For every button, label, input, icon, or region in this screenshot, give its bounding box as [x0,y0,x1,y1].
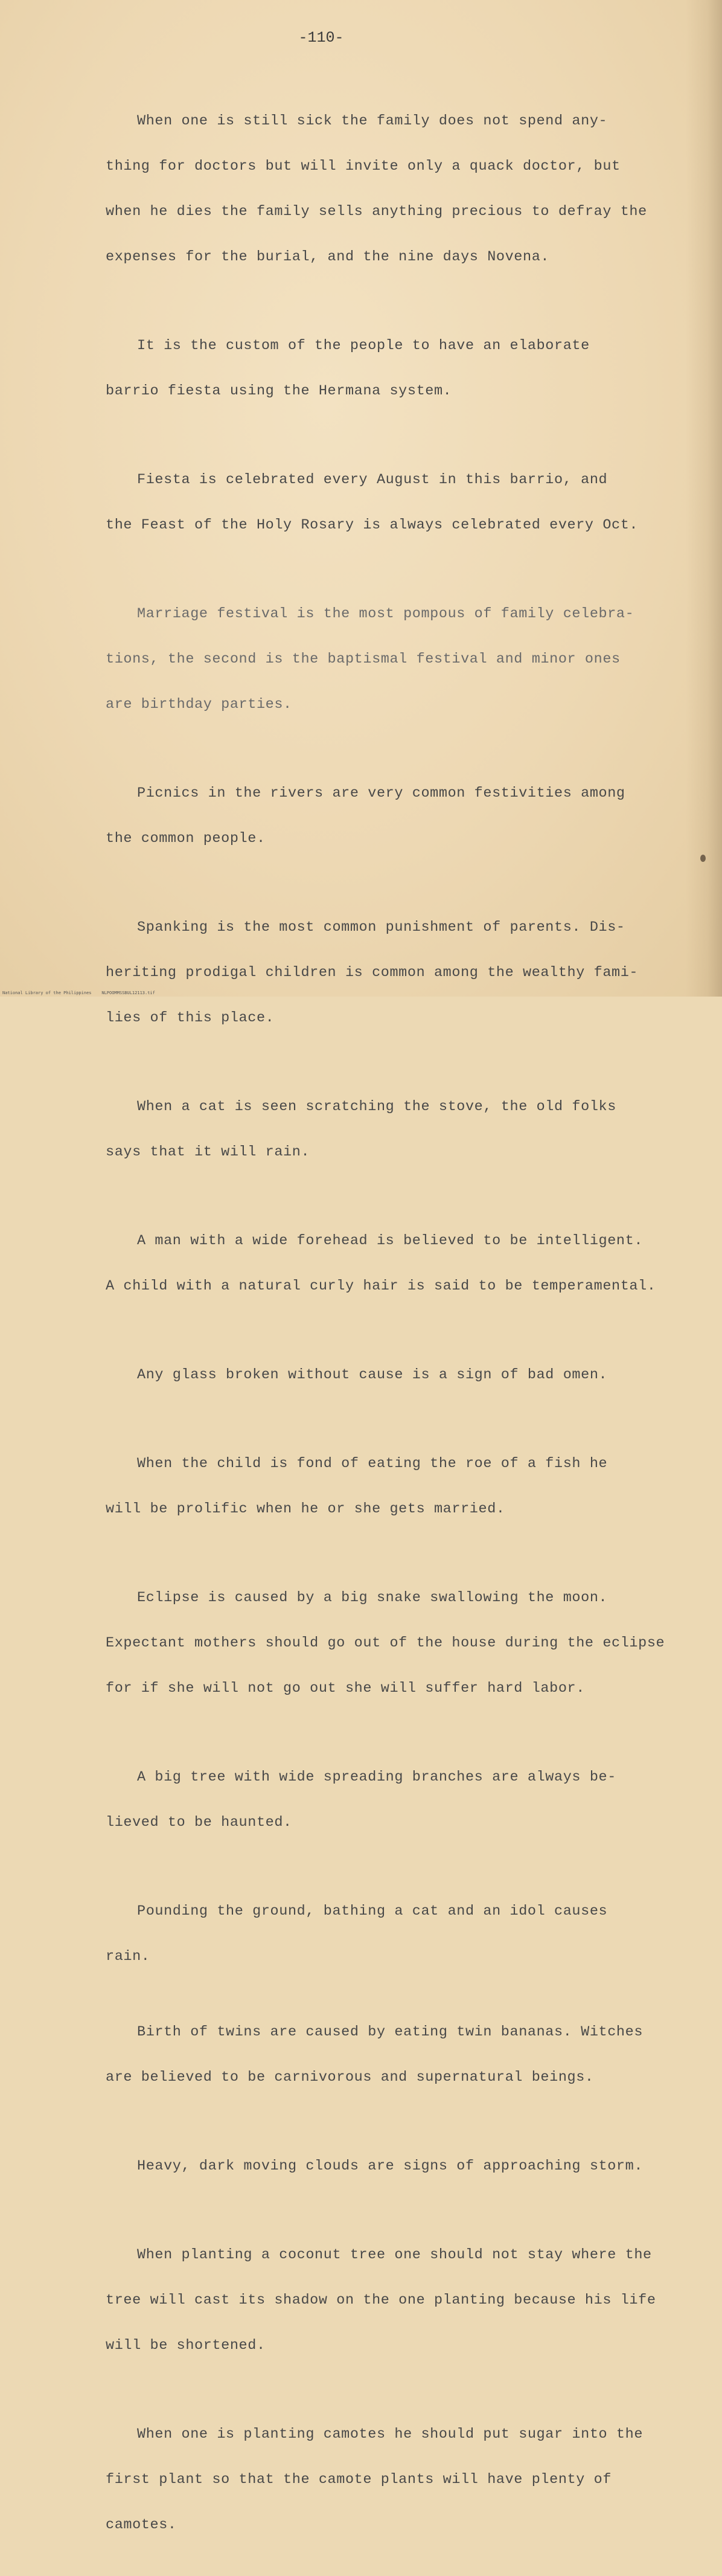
text-line: A man with a wide forehead is believed to be intelligent. [137,1233,644,1249]
paragraph [106,756,685,876]
paragraph [106,1337,685,1413]
text-line: Expectant mothers should go out of the house during the eclipse [106,1635,665,1651]
text-line: the common people. [106,830,266,847]
text-line: When one is planting camotes he should put sugar into the [137,2426,644,2443]
paragraph [106,308,685,429]
text-line: thing for doctors but will invite only a quack doctor, but [106,158,621,175]
paragraph [106,1069,685,1190]
text-line: heriting prodigal children is common among the wealthy fami- [106,965,639,981]
text-line: Pounding the ground, bathing a cat and an idol causes [137,1903,608,1919]
text-line: will be prolific when he or she gets married. [106,1501,505,1517]
paragraph [106,890,685,1056]
paragraph [106,2397,685,2563]
text-line: When planting a coconut tree one should not stay where the [137,2247,652,2263]
text-line: Spanking is the most common punishment of parents. Dis- [137,919,625,936]
paragraph [106,2128,685,2204]
paragraph [106,1874,685,1994]
text-line: are believed to be carnivorous and supernatural beings. [106,2069,594,2086]
text-line: A big tree with wide spreading branches are always be- [137,1769,616,1785]
paragraph [106,1739,685,1860]
text-line: the Feast of the Holy Rosary is always celebrated every Oct. [106,517,639,533]
text-line: when he dies the family sells anything precious to defray the [106,204,647,220]
text-line: barrio fiesta using the Hermana system. [106,383,452,399]
paragraph [106,576,685,742]
text-line: Eclipse is caused by a big snake swallowing the moon. [137,1590,608,1606]
text-line: Picnics in the rivers are very common festivities among [137,785,625,801]
text-line: lieved to be haunted. [106,1814,292,1831]
text-line: It is the custom of the people to have an elaborate [137,338,590,354]
paragraph [106,83,685,295]
page-number: -110- [298,29,344,47]
text-line: rain. [106,1948,150,1965]
document-body [106,83,685,2576]
text-line: A child with a natural curly hair is said to be temperamental. [106,1278,656,1294]
text-line: says that it will rain. [106,1144,310,1160]
text-line: are birthday parties. [106,696,292,713]
text-line: expenses for the burial, and the nine days Novena. [106,249,550,265]
text-line: first plant so that the camote plants will have plenty of [106,2472,612,2488]
paragraph [106,1426,685,1547]
text-line: Any glass broken without cause is a sign of bad omen. [137,1367,608,1383]
text-line: camotes. [106,2517,177,2533]
scan-footer: National Library of the Philippines NLPOOMMSSBUL12113.tif [2,991,155,995]
text-line: Birth of twins are caused by eating twin bananas. Witches [137,2024,644,2040]
paragraph [106,2217,685,2383]
text-line: lies of this place. [106,1010,275,1026]
paragraph [106,1203,685,1324]
text-line: tree will cast its shadow on the one planting because his life [106,2292,656,2308]
text-line: When a cat is seen scratching the stove, the old folks [137,1099,616,1115]
text-line: will be shortened. [106,2337,266,2354]
text-line: tions, the second is the baptismal festival and minor ones [106,651,621,667]
text-line: When the child is fond of eating the roe of a fish he [137,1456,608,1472]
text-line: Marriage festival is the most pompous of family celebra- [137,606,634,622]
paragraph [106,442,685,563]
page-edge-shadow [686,0,722,997]
paragraph [106,1560,685,1726]
ink-spot [700,855,706,862]
text-line: When one is still sick the family does not spend any- [137,113,608,129]
paragraph [106,1994,685,2115]
text-line: Heavy, dark moving clouds are signs of approaching storm. [137,2158,644,2174]
text-line: Fiesta is celebrated every August in this barrio, and [137,472,608,488]
text-line: for if she will not go out she will suffer hard labor. [106,1680,585,1697]
